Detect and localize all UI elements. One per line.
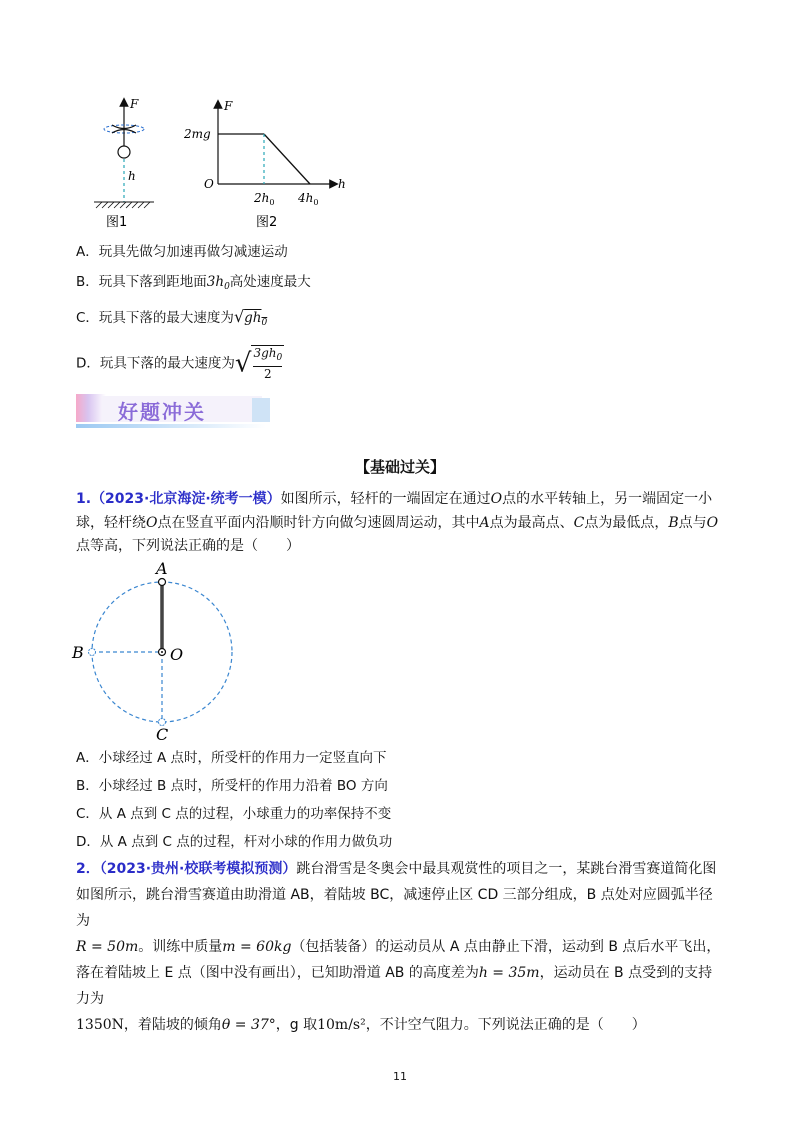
q1-option-a[interactable]: A．小球经过 A 点时，所受杆的作用力一定竖直向下 bbox=[76, 750, 387, 766]
banner-title: 好题冲关 bbox=[118, 400, 206, 424]
figure-2-caption: 图2 bbox=[256, 215, 278, 230]
q1-option-d[interactable]: D．从 A 点到 C 点的过程，杆对小球的作用力做负功 bbox=[76, 834, 393, 850]
question-2-number: 2． bbox=[76, 861, 100, 877]
force-label: F bbox=[130, 97, 139, 111]
label-o: O bbox=[170, 645, 184, 664]
sqrt-icon: √ bbox=[233, 307, 245, 326]
question-2-source: （2023·贵州·校联考模拟预测） bbox=[99, 861, 297, 877]
prev-option-d-text: D．玩具下落的最大速度为 bbox=[76, 355, 235, 372]
prev-option-a[interactable]: A．玩具先做匀加速再做匀减速运动 bbox=[76, 244, 288, 260]
y-axis-label: F bbox=[224, 99, 233, 113]
force-line-slope bbox=[264, 134, 310, 184]
origin-label: O bbox=[204, 177, 214, 191]
question-2: 2．（2023·贵州·校联考模拟预测）跳台滑雪是冬奥会中最具观赏性的项目之一，某跳台滑雪赛道简化图如图所示，跳台滑雪赛道由助滑道 AB，着陆坡 BC，减速停止区 CD 三部分组成，B 点处对应圆弧半径为 R = 50m。训练中质量m = 60kg（包括装备）的运动员从 A 点由静止下滑，运动到 B 点后水平飞出，落在着陆坡上 E 点（图中没有画出），已知助滑道 AB 的高度差为h = 35m，运动员在 B 点受到的支持力为 1350N，着陆坡的倾角θ = 37°，g 取10m/s²，不计空气阻力。下列说法正确的是（ ） bbox=[76, 861, 721, 1033]
prev-option-b[interactable] bbox=[76, 272, 311, 297]
height-label: h bbox=[128, 169, 136, 183]
x-tick-2: $4h_0$ bbox=[298, 191, 319, 207]
q1-option-c[interactable]: C．从 A 点到 C 点的过程，小球重力的功率保持不变 bbox=[76, 806, 392, 822]
section-title: 【基础过关】 bbox=[354, 458, 445, 476]
ball-at-a bbox=[159, 579, 166, 586]
prev-option-c-text: C．玩具下落的最大速度为 bbox=[76, 310, 234, 326]
label-a: A bbox=[156, 560, 168, 578]
prev-option-b-post: 高处速度最大 bbox=[229, 274, 311, 290]
prev-option-b-math: $3h_0$ bbox=[206, 274, 230, 292]
question-1: 1.（2023·北京海淀·统考一模）如图所示，轻杆的一端固定在通过O点的水平转轴上，另一端固定一小球，轻杆绕O点在竖直平面内沿顺时针方向做匀速圆周运动，其中A点为最高点、C点为最低点，B点与O点等高，下列说法正确的是（ ） bbox=[76, 491, 719, 554]
x-tick-1: $2h_0$ bbox=[254, 191, 275, 207]
toy-ball bbox=[118, 146, 130, 158]
prev-option-c[interactable] bbox=[76, 307, 267, 333]
figure-1-caption: 图1 bbox=[106, 215, 128, 230]
circle-diagram bbox=[68, 560, 248, 740]
figure-2 bbox=[184, 96, 354, 232]
prev-option-b-text: B．玩具下落到距地面 bbox=[76, 274, 207, 290]
prev-option-c-math: $gh_0$ bbox=[244, 310, 268, 328]
question-1-number: 1. bbox=[76, 491, 92, 507]
sqrt-icon: √ bbox=[234, 348, 252, 379]
y-tick-label: 2mg bbox=[184, 127, 211, 141]
x-axis-label: h bbox=[338, 177, 346, 191]
page-number: 11 bbox=[393, 1070, 407, 1083]
q1-option-b[interactable]: B．小球经过 B 点时，所受杆的作用力沿着 BO 方向 bbox=[76, 778, 388, 794]
question-1-source: （2023·北京海淀·统考一模） bbox=[91, 491, 281, 507]
figure-1 bbox=[88, 92, 198, 232]
label-c: C bbox=[156, 725, 169, 740]
prev-option-d-fraction: $\frac{3gh_0}{2}$ bbox=[253, 346, 283, 381]
label-b: B bbox=[72, 643, 84, 662]
prev-option-d[interactable] bbox=[76, 345, 284, 381]
point-b bbox=[89, 649, 96, 656]
q1-text: 如图所示，轻杆的一端固定在通过 bbox=[280, 491, 491, 507]
